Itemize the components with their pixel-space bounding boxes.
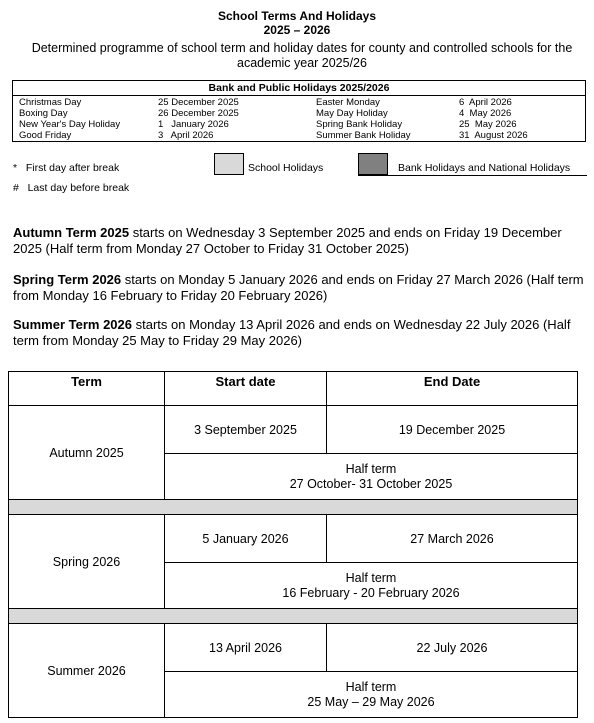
holiday-name: Easter Monday [316,97,380,108]
holiday-name: Summer Bank Holiday [316,130,411,141]
half-term-dates: 27 October- 31 October 2025 [289,476,453,491]
half-term-dates: 16 February - 20 February 2026 [282,585,460,600]
holiday-date: 31 August 2026 [459,130,528,141]
end-date-cell: 22 July 2026 [327,624,578,672]
legend-last-day: # Last day before break [13,182,130,194]
bank-holidays-title: Bank and Public Holidays 2025/2026 [208,82,390,94]
half-term-label: Half term [345,461,397,476]
bank-holidays-box [12,80,586,142]
school-holidays-swatch [214,153,244,175]
term-details: starts on Monday 13 April 2026 and ends on Wednesday 22 July 2026 (Half term from Monday 25 May to Friday 29 May 2026) [13,317,571,348]
legend-bank-holidays: Bank Holidays and National Holidays [398,162,571,174]
holiday-date: 6 April 2026 [459,97,512,108]
holiday-date: 26 December 2025 [158,108,239,119]
holiday-name: Spring Bank Holiday [316,119,403,130]
page-subtitle-years: 2025 – 2026 [263,23,331,37]
divider [13,95,585,96]
half-term-label: Half term [345,570,397,585]
start-date-cell: 5 January 2026 [165,515,327,563]
table-header-row [9,372,578,406]
holiday-name: May Day Holiday [316,108,388,119]
summer-term-paragraph [13,317,588,349]
start-date-cell: 13 April 2026 [165,624,327,672]
page-description: Determined programme of school term and holiday dates for county and controlled schools for the academic year 2025/26 [31,41,573,70]
term-cell: Summer 2026 [9,624,165,718]
school-holiday-band [9,609,578,624]
header-term: Term [9,372,165,406]
legend-first-day: * First day after break [13,162,120,174]
legend-underline [358,175,587,176]
term-details: starts on Wednesday 3 September 2025 and ends on Friday 19 December 2025 (Half term from Monday 27 October to Friday 31 October 2025) [13,225,562,256]
holiday-date: 25 December 2025 [158,97,239,108]
holiday-name: New Year's Day Holiday [19,119,121,130]
end-date-cell: 19 December 2025 [327,406,578,454]
term-details: starts on Monday 5 January 2026 and ends on Friday 27 March 2026 (Half term from Monday 16 February to Friday 20 February 2026) [13,272,584,303]
header-start-date: Start date [165,372,327,406]
half-term-dates: 25 May – 29 May 2026 [307,694,435,709]
bank-holiday-row [13,130,585,142]
table-row [9,515,578,563]
holiday-gap-row [9,500,578,515]
start-date-cell: 3 September 2025 [165,406,327,454]
table-row [9,624,578,672]
holiday-name: Boxing Day [19,108,68,119]
term-name: Spring Term 2026 [13,272,122,287]
half-term-cell [165,563,578,609]
holiday-date: 1 January 2026 [158,119,229,130]
header-end-date: End Date [327,372,578,406]
autumn-term-paragraph [13,225,588,257]
holiday-date: 25 May 2026 [459,119,517,130]
spring-term-paragraph [13,272,588,304]
term-name: Summer Term 2026 [13,317,132,332]
end-date-cell: 27 March 2026 [327,515,578,563]
holiday-date: 3 April 2026 [158,130,214,141]
term-name: Autumn Term 2025 [13,225,130,240]
legend-school-holidays: School Holidays [248,162,324,174]
school-holiday-band [9,500,578,515]
term-dates-table [8,371,578,718]
holiday-gap-row [9,609,578,624]
holiday-name: Christmas Day [19,97,82,108]
page-title: School Terms And Holidays [217,9,377,23]
term-cell: Spring 2026 [9,515,165,609]
holiday-date: 4 May 2026 [459,108,512,119]
holiday-name: Good Friday [19,130,72,141]
term-cell: Autumn 2025 [9,406,165,500]
table-row [9,406,578,454]
bank-holidays-swatch [358,153,388,175]
half-term-cell [165,454,578,500]
half-term-cell [165,672,578,718]
half-term-label: Half term [345,679,397,694]
